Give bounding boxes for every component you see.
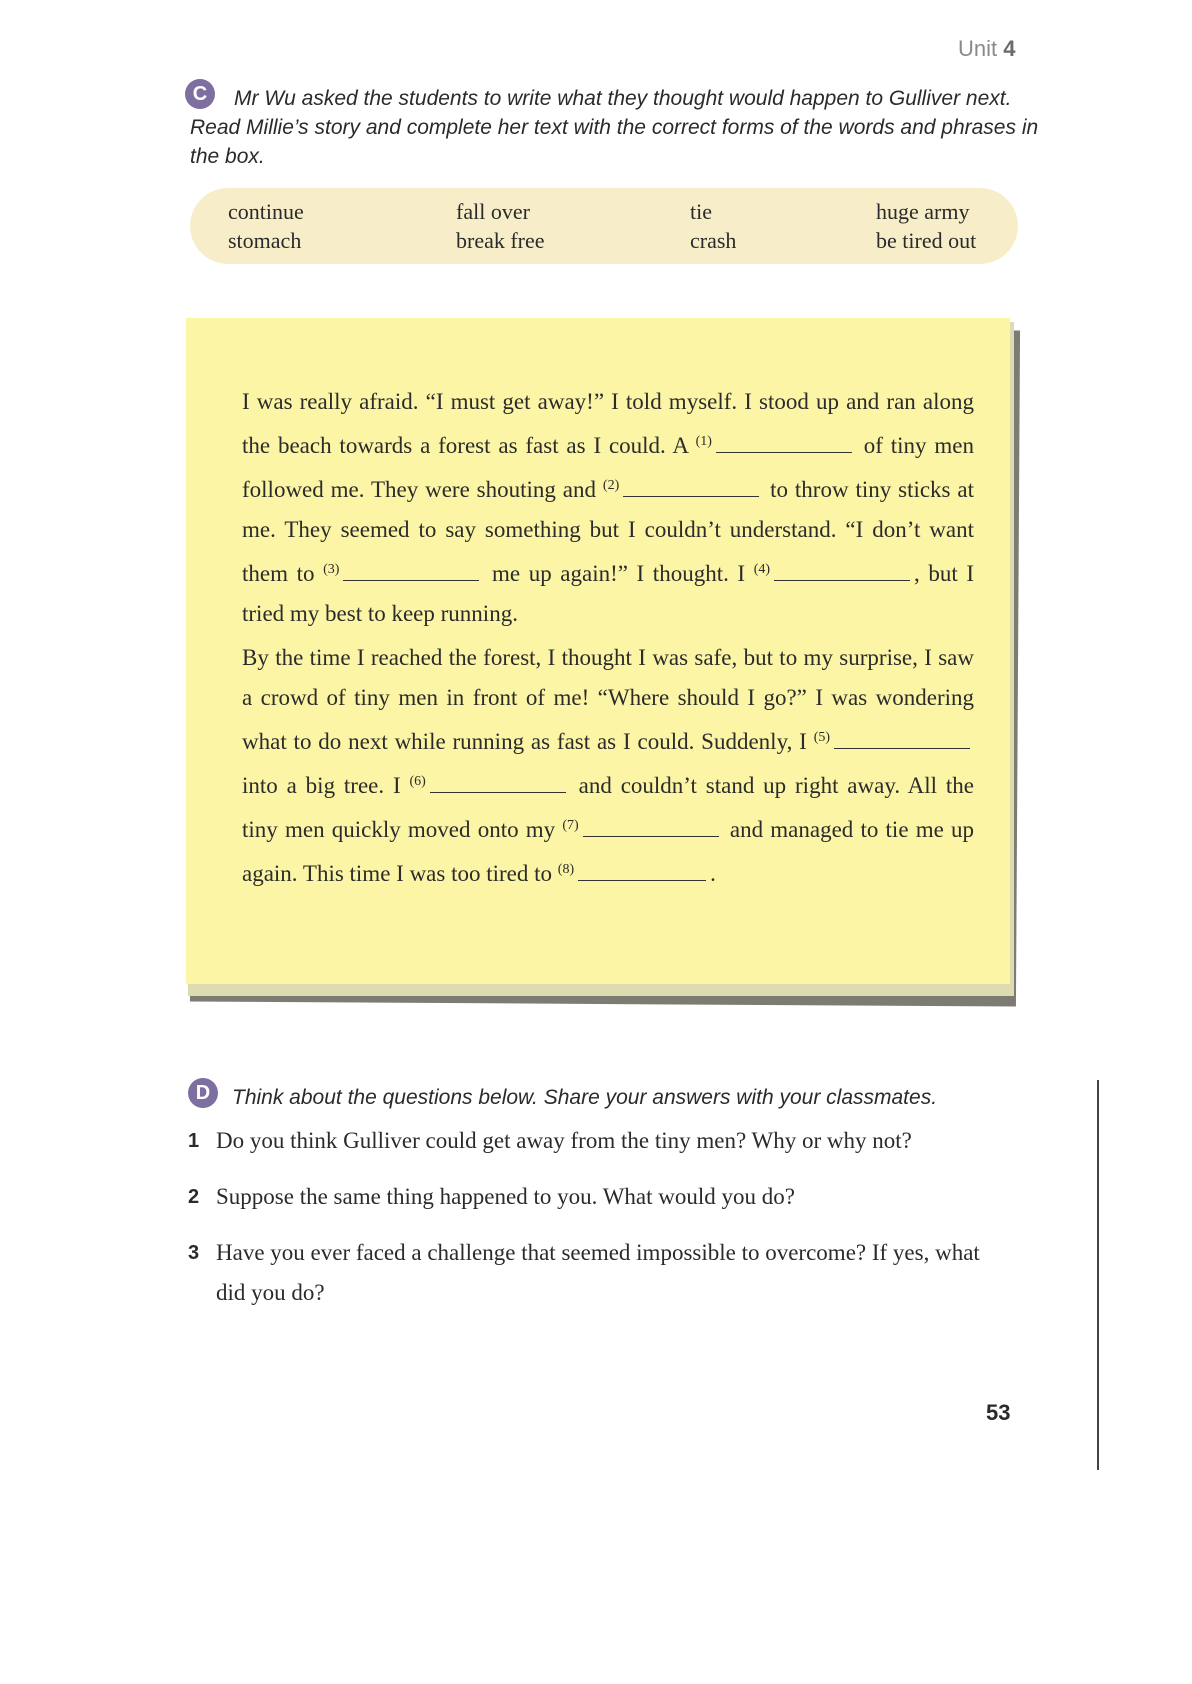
blank-1[interactable]	[716, 434, 852, 453]
question-item	[188, 1233, 1008, 1313]
blank-6[interactable]	[430, 774, 566, 793]
gap-number: (4)	[753, 562, 771, 577]
section-d-instruction: Think about the questions below. Share your answers with your classmates.	[232, 1086, 938, 1109]
story-paragraph-1	[242, 382, 974, 634]
story-text: to throw tiny sticks at me. They seemed to say something but I couldn’t understand. “I don’t want them to	[242, 477, 974, 586]
story-text: into a big tree. I	[242, 773, 401, 798]
section-c-instruction: Mr Wu asked the students to write what they thought would happen to Gulliver next. Read Millie’s story and complete her text with the correct forms of the words and phrases in the box.	[190, 87, 1039, 168]
question-text: Suppose the same thing happened to you. What would you do?	[216, 1184, 795, 1209]
word-item: continue	[228, 199, 304, 224]
gap-number: (8)	[557, 862, 575, 877]
gap-number: (7)	[562, 818, 579, 833]
story-text: and managed to tie me up again. This time I was too tired to	[242, 817, 975, 886]
story-text: me up again!” I thought. I	[492, 561, 746, 586]
word-item: break free	[456, 228, 545, 253]
section-c-badge: C	[185, 79, 215, 109]
unit-word: Unit	[958, 36, 998, 61]
blank-3[interactable]	[343, 562, 479, 581]
word-item: stomach	[228, 228, 302, 253]
blank-8[interactable]	[578, 862, 706, 881]
gap-number: (5)	[813, 730, 831, 745]
question-number: 1	[188, 1130, 200, 1152]
story-text: , but I tried my best to keep running.	[242, 561, 974, 626]
blank-5[interactable]	[834, 730, 970, 749]
story-text: .	[710, 861, 716, 886]
page-number: 53	[986, 1400, 1011, 1425]
gap-number: (1)	[695, 434, 712, 449]
word-item: huge army	[876, 199, 970, 224]
gap-number: (3)	[323, 562, 340, 577]
story-text: of tiny men followed me. They were shouting and	[242, 433, 975, 502]
gap-number: (6)	[409, 774, 426, 789]
blank-4[interactable]	[774, 562, 910, 581]
word-item: be tired out	[876, 228, 977, 253]
unit-label	[958, 36, 1016, 62]
story-text: By the time I reached the forest, I thought I was safe, but to my surprise, I saw a crowd of tiny men in front of me! “Where should I go?” I was wondering what to do next while running as fast as I could. Suddenly, I	[242, 645, 974, 754]
gap-number: (2)	[602, 478, 620, 493]
section-d-badge: D	[188, 1078, 218, 1108]
question-number: 2	[188, 1186, 200, 1208]
story-text: I was really afraid. “I must get away!” I told myself. I stood up and ran along the beach towards a forest as fast as I could. A	[242, 389, 974, 458]
question-item	[188, 1177, 1008, 1217]
question-item	[188, 1121, 1008, 1161]
word-item: fall over	[456, 199, 530, 224]
question-number: 3	[188, 1242, 200, 1264]
page-edge-rule	[1097, 1080, 1099, 1470]
word-item: crash	[690, 228, 737, 253]
blank-7[interactable]	[583, 818, 719, 837]
blank-2[interactable]	[623, 478, 759, 497]
question-text: Have you ever faced a challenge that seemed impossible to overcome? If yes, what did you do?	[216, 1240, 980, 1305]
word-item: tie	[690, 199, 712, 224]
story-text: and couldn’t stand up right away. All the tiny men quickly moved onto my	[242, 773, 974, 842]
unit-number: 4	[1003, 36, 1016, 61]
story-paragraph-2	[242, 638, 974, 894]
question-text: Do you think Gulliver could get away from the tiny men? Why or why not?	[216, 1128, 912, 1153]
